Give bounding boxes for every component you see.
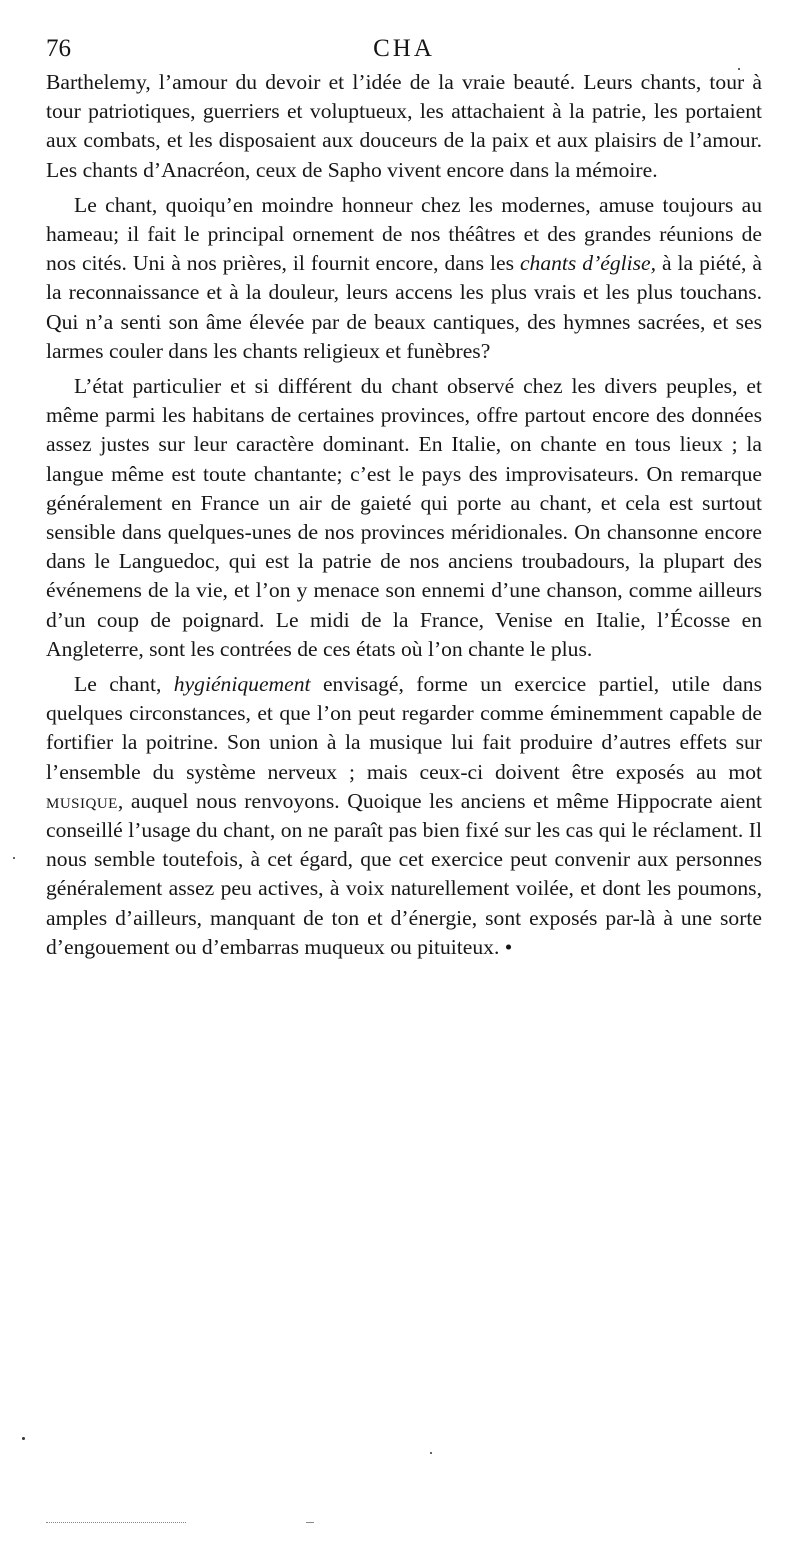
scan-speck xyxy=(22,1437,25,1440)
text-run: Barthelemy, l’amour du devoir et l’idée de la vraie beauté. Leurs chants, tour à tour patriotiques, guerriers et voluptueux, les attachaient à la patrie, les portaient aux combats, et les disposaient aux douceurs de la paix et aux plaisirs de l’amour. Les chants d’Anacréon, ceux de Sapho vivent encore dans la mémoire. xyxy=(46,70,762,182)
text-run: Le chant, quoiqu’en moindre honneur chez les modernes, amuse toujours au hameau; il fait le principal ornement de nos théâtres et des grandes réunions de nos cités. Uni à nos prières, il fournit encore, dans les xyxy=(46,192,762,276)
running-head xyxy=(46,34,762,68)
paragraph xyxy=(46,68,762,185)
footer-rule xyxy=(46,1522,186,1523)
text-run: à la piété, à la reconnaissance et à la douleur, leurs accens les plus vrais et les plus touchans. Qui n’a senti son âme élevée par de beaux cantiques, des hymnes sacrées, et ses larmes couler dans les chants religieux et funèbres? xyxy=(46,251,762,363)
text-run: envisagé, forme un exercice partiel, utile dans quelques circonstances, et que l’on peut regarder comme éminemment capable de fortifier la poitrine. Son union à la musique lui fait produire d’autres effets sur l’ensemble du système nerveux ; mais ceux-ci doivent être exposés au mot xyxy=(46,672,763,784)
paragraph xyxy=(46,191,762,366)
page-number: 76 xyxy=(46,35,71,62)
paragraph xyxy=(46,670,762,962)
text-run: Le chant, xyxy=(74,672,174,697)
page xyxy=(46,34,762,968)
italic-text: hygiéniquement xyxy=(173,672,311,697)
italic-text: chants d’église, xyxy=(519,251,657,276)
text-run: L’état particulier et si différent du chant observé chez les divers peuples, et même parmi les habitans de certaines provinces, offre partout encore des données assez justes sur leur caractère dominant. En Italie, on chante en tous lieux ; la langue même est toute chantante; c’est le pays des improvisateurs. On remarque généralement en France un air de gaieté qui porte au chant, et cela est surtout sensible dans quelques-unes de nos provinces méridionales. On chansonne encore dans le Languedoc, qui est la patrie de nos anciens troubadours, la plupart des événemens de la vie, et l’on y menace son ennemi d’une chanson, comme ailleurs d’un coup de poignard. Le midi de la France, Venise en Italie, l’Écosse en Angleterre, sont les contrées de ces états où l’on chante le plus. xyxy=(46,374,762,661)
smallcaps-text: musique xyxy=(46,788,118,813)
footer-dash xyxy=(306,1522,314,1523)
text-run: , auquel nous renvoyons. Quoique les anciens et même Hippocrate aient conseillé l’usage du chant, on ne paraît pas bien fixé sur les cas qui le réclament. Il nous semble toutefois, à cet égard, que cet exercice peut convenir aux personnes généralement assez peu actives, à voix naturellement voilée, et dont les poumons, amples d’ailleurs, manquant de ton et d’énergie, sont exposés par-là à une sorte d’engouement ou d’embarras muqueux ou pituiteux. • xyxy=(46,788,762,959)
running-title: CHA xyxy=(373,35,435,62)
paragraph xyxy=(46,372,762,664)
scan-speck xyxy=(738,68,740,70)
scan-speck xyxy=(13,857,15,859)
body-text xyxy=(46,68,762,962)
scan-speck xyxy=(430,1452,432,1454)
